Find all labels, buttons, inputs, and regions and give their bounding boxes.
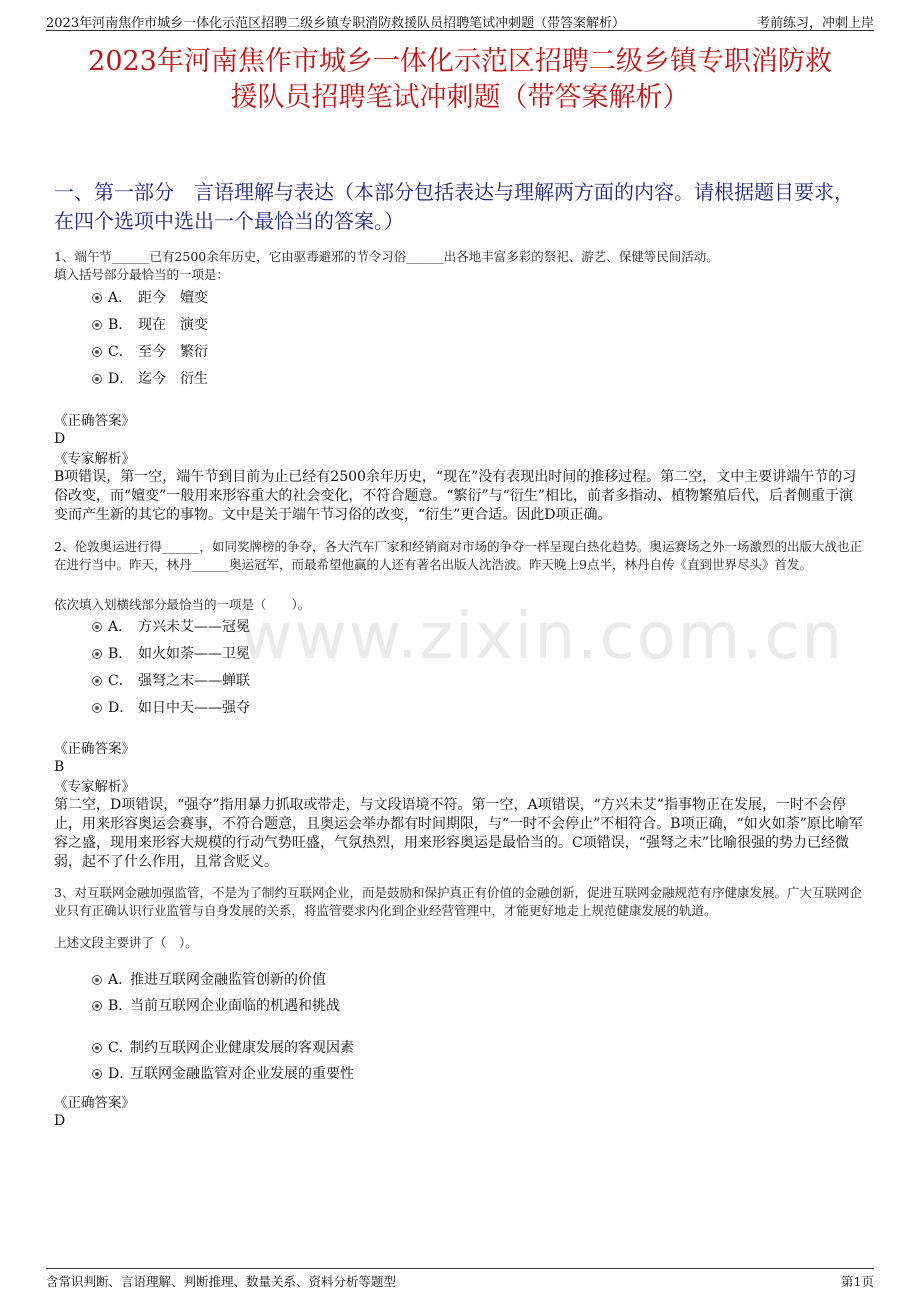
option-text: 方兴未艾——冠冕 <box>138 619 250 635</box>
option-word-1: 至今 <box>138 344 166 360</box>
option-letter: C． <box>108 673 133 689</box>
question-1-option-d[interactable] <box>92 369 208 389</box>
option-letter: B． <box>108 646 133 662</box>
question-2-option-d[interactable] <box>92 698 250 718</box>
question-1-stem: 1、端午节______已有2500余年历史，它由驱毒避邪的节令习俗______出各地丰富多彩的祭祀、游艺、保健等民间活动。 <box>54 249 719 264</box>
footer-divider <box>46 1268 874 1269</box>
option-word-2: 演变 <box>180 317 208 333</box>
question-2-option-a[interactable] <box>92 617 250 637</box>
radio-icon[interactable] <box>92 347 102 357</box>
option-text: 如日中天——强夺 <box>138 700 250 716</box>
answer-label: 《正确答案》 <box>54 1095 135 1111</box>
option-letter: B． <box>108 998 133 1014</box>
option-letter: A． <box>108 972 133 988</box>
radio-icon[interactable] <box>92 703 102 713</box>
title-line-2: 援队员招聘笔试冲刺题（带答案解析） <box>230 82 690 113</box>
question-2-option-c[interactable] <box>92 671 250 691</box>
radio-icon[interactable] <box>92 622 102 632</box>
section-heading: 一、第一部分 言语理解与表达（本部分包括表达与理解两方面的内容。请根据题目要求，在四个选项中选出一个最恰当的答案。） <box>54 180 854 233</box>
option-text: 当前互联网企业面临的机遇和挑战 <box>130 998 340 1014</box>
radio-icon[interactable] <box>92 1069 102 1079</box>
question-1-option-a[interactable] <box>92 288 208 308</box>
question-1-option-c[interactable] <box>92 342 208 362</box>
analysis-label: 《专家解析》 <box>54 779 135 795</box>
option-letter: C． <box>108 1040 133 1056</box>
question-3-option-c[interactable] <box>92 1038 354 1058</box>
question-3-prompt: 上述文段主要讲了（ ）。 <box>54 935 198 950</box>
option-word-1: 现在 <box>138 317 166 333</box>
question-3-option-d[interactable] <box>92 1064 354 1084</box>
answer-label: 《正确答案》 <box>54 741 135 757</box>
option-word-2: 繁衍 <box>180 344 208 360</box>
option-word-1: 距今 <box>138 290 166 306</box>
question-1-analysis: B项错误，第一空，端午节到目前为止已经有2500余年历史，“现在”没有表现出时间的推移过程。第二空，文中主要讲端午节的习俗改变，而“嬗变”一般用来形容重大的社会变化，不符合题意。“繁衍”与“衍生”相比，前者多指动、植物繁殖后代，后者侧重于演变而产生新的其它的事物。文中是关于端午节习俗的改变，“衍生”更合适。因此D项正确。 <box>54 469 857 523</box>
option-word-2: 嬗变 <box>180 290 208 306</box>
question-2-stem: 2、伦敦奥运进行得______，如同奖牌榜的争夺，各大汽车厂家和经销商对市场的争夺一样呈现白热化趋势。奥运赛场之外一场激烈的出版大战也正在进行当中。昨天，林丹______奥运冠军，而最希望他赢的人还有著名出版人沈浩波。昨天晚上9点半，林丹自传《直到世界尽头》首发。 <box>54 539 862 572</box>
option-letter: A． <box>108 619 133 635</box>
question-3-option-a[interactable] <box>92 970 326 990</box>
document-title <box>46 44 874 116</box>
page-header <box>0 0 920 30</box>
option-letter: D． <box>108 1066 134 1082</box>
option-letter: D． <box>108 371 134 387</box>
title-line-1: 2023年河南焦作市城乡一体化示范区招聘二级乡镇专职消防救 <box>88 46 832 77</box>
question-3-answer: D <box>54 1113 66 1129</box>
question-2-option-b[interactable] <box>92 644 250 664</box>
question-3-stem: 3、对互联网金融加强监管，不是为了制约互联网企业，而是鼓励和保护真正有价值的金融创新，促进互联网金融规范有序健康发展。广大互联网企业只有正确认识行业监管与自身发展的关系，将监管要求内化到企业经营管理中，才能更好地走上规范健康发展的轨道。 <box>54 885 862 918</box>
header-title: 2023年河南焦作市城乡一体化示范区招聘二级乡镇专职消防救援队员招聘笔试冲刺题（带答案解析） <box>46 16 626 31</box>
radio-icon[interactable] <box>92 320 102 330</box>
option-letter: D． <box>108 700 134 716</box>
question-1-prompt: 填入括号部分最恰当的一项是： <box>54 267 230 282</box>
option-text: 强弩之末——蝉联 <box>138 673 250 689</box>
radio-icon[interactable] <box>92 975 102 985</box>
radio-icon[interactable] <box>92 293 102 303</box>
radio-icon[interactable] <box>92 374 102 384</box>
option-word-2: 衍生 <box>180 371 208 387</box>
option-text: 制约互联网企业健康发展的客观因素 <box>130 1040 354 1056</box>
analysis-label: 《专家解析》 <box>54 451 135 467</box>
radio-icon[interactable] <box>92 1001 102 1011</box>
header-slogan: 考前练习，冲刺上岸 <box>756 16 874 31</box>
question-1-answer: D <box>54 431 66 447</box>
option-letter: B． <box>108 317 133 333</box>
radio-icon[interactable] <box>92 649 102 659</box>
question-2-analysis: 第二空，D项错误，“强夺”指用暴力抓取或带走，与文段语境不符。第一空，A项错误，“方兴未艾”指事物正在发展，一时不会停止，用来形容奥运会赛事，不符合题意，且奥运会举办都有时间期限，与“一时不会停止”不相符合。B项正确，“如火如荼”原比喻军容之盛，现用来形容大规模的行动气势旺盛，气氛热烈，用来形容奥运是最恰当的。C项错误，“强弩之末”比喻很强的势力已经微弱，起不了什么作用，且常含贬义。 <box>54 797 863 870</box>
footer-note: 含常识判断、言语理解、判断推理、数量关系、资料分析等题型 <box>46 1274 397 1289</box>
answer-label: 《正确答案》 <box>54 413 135 429</box>
question-1-option-b[interactable] <box>92 315 208 335</box>
option-text: 如火如荼——卫冕 <box>138 646 250 662</box>
radio-icon[interactable] <box>92 676 102 686</box>
question-3-option-b[interactable] <box>92 996 340 1016</box>
question-2-prompt: 依次填入划横线部分最恰当的一项是（ ）。 <box>54 597 311 612</box>
option-letter: C． <box>108 344 133 360</box>
question-2-answer: B <box>54 759 65 775</box>
option-text: 互联网金融监管对企业发展的重要性 <box>130 1066 354 1082</box>
option-text: 推进互联网金融监管创新的价值 <box>130 972 326 988</box>
watermark: www.zixin.com.cn <box>240 600 845 674</box>
option-letter: A． <box>108 290 133 306</box>
page-number: 第1页 <box>841 1274 874 1289</box>
header-divider <box>46 30 874 31</box>
option-word-1: 迄今 <box>138 371 166 387</box>
radio-icon[interactable] <box>92 1043 102 1053</box>
